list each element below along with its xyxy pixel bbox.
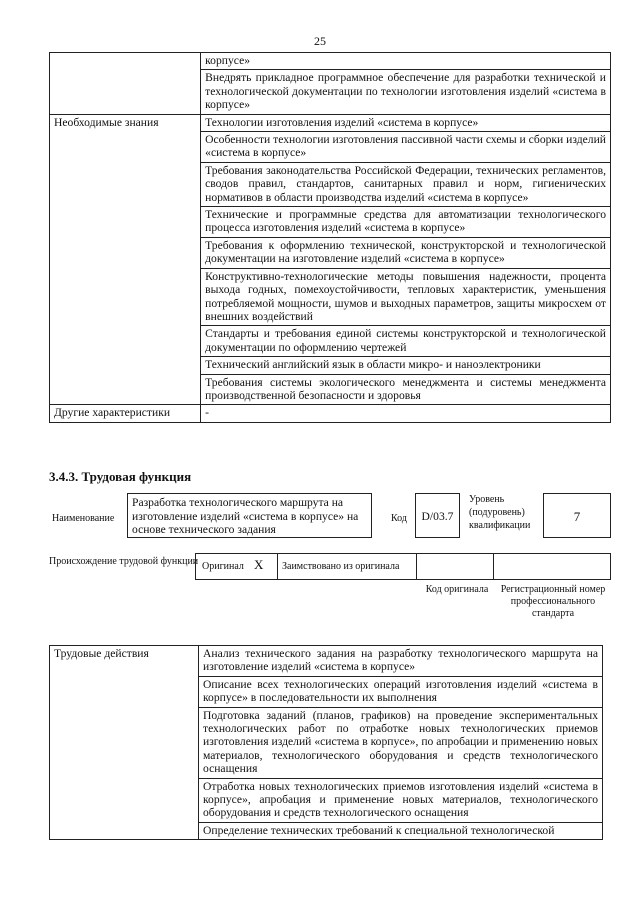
- code-original-label: Код оригинала: [425, 584, 489, 595]
- knowledge-row: [50, 114, 611, 131]
- row-text: Требования законодательства Российской Федерации, технических регламентов, сводов правил, стандартов, санитарных правил и норм, гигиенических нормативов в области производства изделий «система в корпусе»: [201, 162, 611, 206]
- borrowed-cell: Заимствовано из оригинала: [277, 553, 417, 580]
- row-text: Отработка новых технологических приемов изготовления изделий «система в корпусе», апробация и применение новых материалов, технологического оборудования и средств технологического оснащения: [199, 778, 603, 822]
- row-label: Необходимые знания: [50, 114, 201, 405]
- row-text: Описание всех технологических операций изготовления изделий «система в корпусе» в последовательности их выполнения: [199, 676, 603, 707]
- origin-label: Происхождение трудовой функции: [49, 556, 199, 567]
- knowledge-table: [49, 52, 611, 423]
- qualification-level-label: Уровень (подуровень) квалификации: [469, 494, 531, 531]
- row-text: Анализ технического задания на разработку технологического маршрута на изготовление изделий «система в корпусе»: [199, 646, 603, 677]
- knowledge-row: [50, 53, 611, 70]
- row-text: Стандарты и требования единой системы конструкторской и технологической документации по оформлению чертежей: [201, 326, 611, 357]
- code-label: Код: [391, 513, 407, 524]
- knowledge-row: [50, 405, 611, 422]
- row-text: Требования системы экологического менеджмента и системы менеджмента производственной безопасности и здоровья: [201, 374, 611, 405]
- reg-number-cell: [493, 553, 611, 580]
- code-original-cell: [416, 553, 494, 580]
- original-x-mark: X: [254, 557, 264, 572]
- row-label: Другие характеристики: [50, 405, 201, 422]
- row-text: Особенности технологии изготовления пассивной части схемы и сборки изделий «система в корпусе»: [201, 132, 611, 163]
- row-label: [50, 53, 201, 115]
- labor-action-row: [50, 646, 603, 677]
- row-text: Подготовка заданий (планов, графиков) на проведение экспериментальных технологических работ по отработке новых технологических приемов изготовления изделий «система в корпусе», по апробации и применению новых материалов, технологического оборудования и средств технологического оснащения: [199, 707, 603, 778]
- name-label: Наименование: [52, 513, 115, 524]
- function-code: D/03.7: [415, 493, 460, 538]
- labor-actions-section: [40, 640, 620, 842]
- row-text: корпусе»: [201, 53, 611, 70]
- row-text: Технический английский язык в области микро- и наноэлектроники: [201, 357, 611, 374]
- labor-actions-table: [49, 645, 603, 840]
- function-name: Разработка технологического маршрута на изготовление изделий «система в корпусе» на основе технического задания: [127, 493, 372, 538]
- row-text: Конструктивно-технологические методы повышения надежности, процента выхода годных, помехоустойчивости, тепловых характеристик, уменьшения потребляемой мощности, шумов и выходных параметров, защиты микросхем от внешних воздействий: [201, 268, 611, 326]
- row-text: Определение технических требований к специальной технологической: [199, 822, 603, 839]
- section-heading: 3.4.3. Трудовая функция: [49, 469, 192, 484]
- page-number: 25: [314, 34, 326, 48]
- row-text: Требования к оформлению технической, конструкторской и технологической документации на изготовление изделий «система в корпусе»: [201, 237, 611, 268]
- row-text: -: [201, 405, 611, 422]
- row-text: Технологии изготовления изделий «система в корпусе»: [201, 114, 611, 131]
- row-text: Технические и программные средства для автоматизации технологического процесса изготовления изделий «система в корпусе»: [201, 207, 611, 238]
- reg-number-label: Регистрационный номер профессионального стандарта: [500, 584, 606, 619]
- row-label: Трудовые действия: [50, 646, 199, 840]
- row-text: Внедрять прикладное программное обеспечение для разработки технической и технологической документации по технологии изготовления изделий «система в корпусе»: [201, 70, 611, 114]
- qualification-level: 7: [543, 493, 611, 538]
- original-cell: Оригинал: [195, 553, 278, 580]
